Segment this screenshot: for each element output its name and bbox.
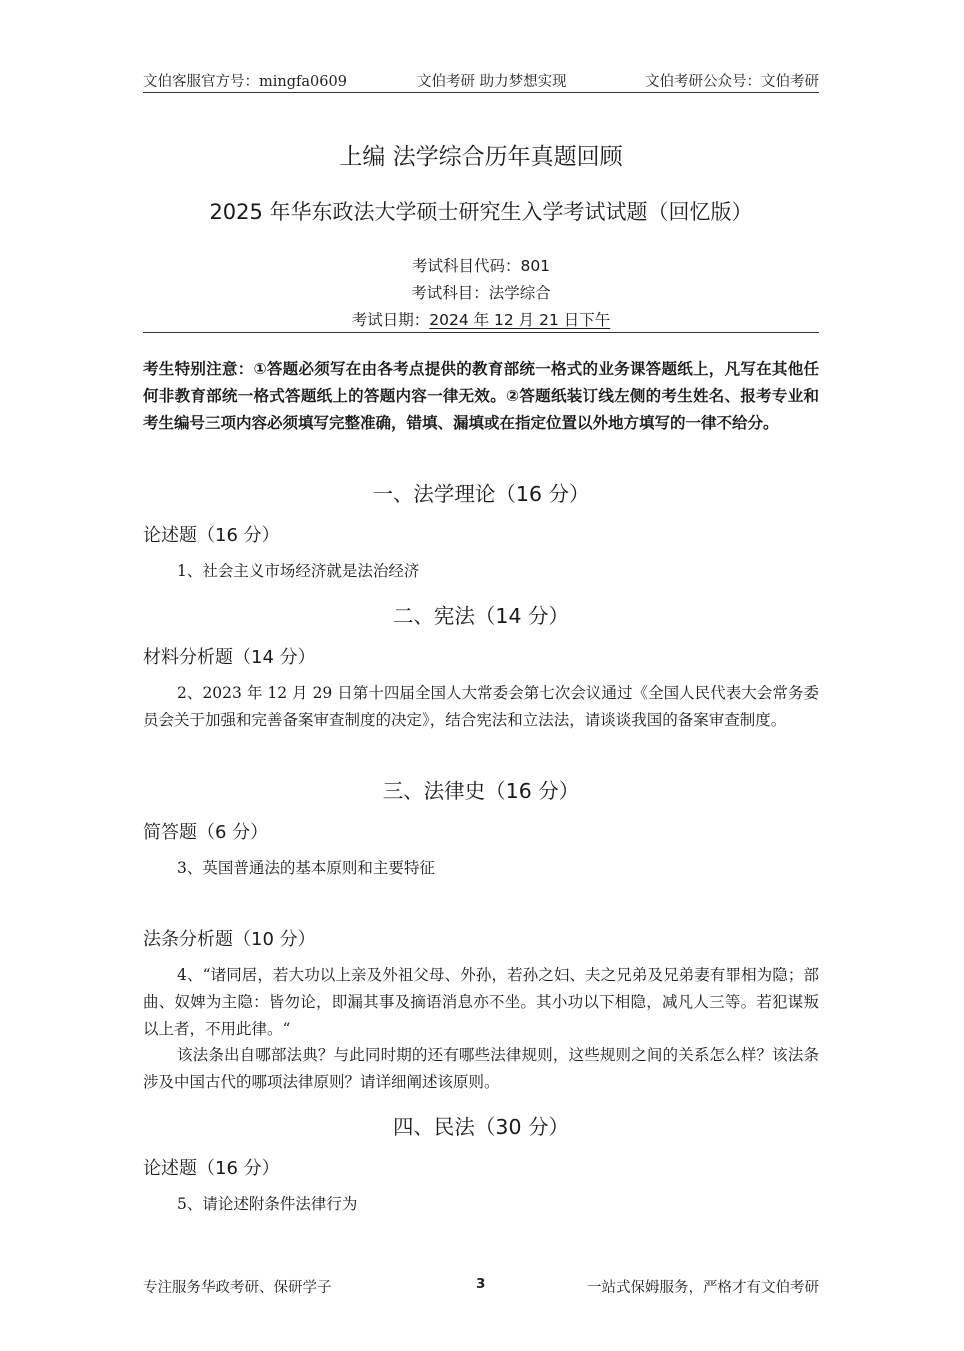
header-right-text: 文伯考研公众号：文伯考研 xyxy=(645,74,819,90)
exam-date-value: 2024 年 12 月 21 日下午 xyxy=(429,311,611,329)
section-heading-3: 三、法律史（16 分） xyxy=(382,779,580,803)
question-type-1: 论述题（16 分） xyxy=(143,525,280,546)
exam-date-label: 考试日期： xyxy=(351,311,430,329)
question-5: 5、请论述附条件法律行为 xyxy=(177,1195,358,1213)
exam-date xyxy=(143,308,819,330)
exam-subject-code: 考试科目代码：801 xyxy=(411,257,551,275)
header-divider xyxy=(143,332,819,333)
page-footer xyxy=(143,1276,819,1298)
footer-left-text: 专注服务华政考研、保研学子 xyxy=(143,1280,332,1296)
exam-notice: 考生特别注意：①答题必须写在由各考点提供的教育部统一格式的业务课答题纸上，凡写在其他任何非教育部统一格式答题纸上的答题内容一律无效。②答题纸装订线左侧的考生姓名、报考专业和考生编号三项内容必须填写完整准确，错填、漏填或在指定位置以外地方填写的一律不给分。 xyxy=(143,360,819,432)
page-header xyxy=(143,66,819,93)
document-title: 上编 法学综合历年真题回顾 xyxy=(339,144,623,170)
exam-subject: 考试科目：法学综合 xyxy=(411,284,551,302)
question-3: 3、英国普通法的基本原则和主要特征 xyxy=(177,859,435,877)
header-center-text: 文伯考研 助力梦想实现 xyxy=(417,74,567,90)
section-heading-4: 四、民法（30 分） xyxy=(392,1115,570,1139)
question-2: 2、2023 年 12 月 29 日第十四届全国人大常委会第七次会议通过《全国人民代表大会常务委员会关于加强和完善备案审查制度的决定》，结合宪法和立法法，请谈谈我国的备案审查制度。 xyxy=(143,684,819,729)
question-type-3: 简答题（6 分） xyxy=(143,822,269,843)
document-subtitle: 2025 年华东政法大学硕士研究生入学考试试题（回忆版） xyxy=(209,200,753,224)
page-number: 3 xyxy=(476,1276,486,1292)
header-left-text: 文伯客服官方号：mingfa0609 xyxy=(143,74,347,90)
question-4: 4、“诸同居，若大功以上亲及外祖父母、外孙，若孙之妇、夫之兄弟及兄弟妻有罪相为隐；部曲、奴婢为主隐：皆勿论，即漏其事及摘语消息亦不坐。其小功以下相隐，减凡人三等。若犯谋叛以上者，不用此律。“ xyxy=(143,966,819,1038)
question-4-followup: 该法条出自哪部法典？与此同时期的还有哪些法律规则，这些规则之间的关系怎么样？该法条涉及中国古代的哪项法律原则？请详细阐述该原则。 xyxy=(143,1046,819,1091)
question-type-2: 材料分析题（14 分） xyxy=(143,647,316,668)
question-type-5: 论述题（16 分） xyxy=(143,1158,280,1179)
section-heading-2: 二、宪法（14 分） xyxy=(392,604,570,628)
question-1: 1、社会主义市场经济就是法治经济 xyxy=(177,562,420,580)
section-heading-1: 一、法学理论（16 分） xyxy=(372,482,590,506)
footer-right-text: 一站式保姆服务，严格才有文伯考研 xyxy=(587,1280,819,1296)
question-type-4: 法条分析题（10 分） xyxy=(143,929,316,950)
